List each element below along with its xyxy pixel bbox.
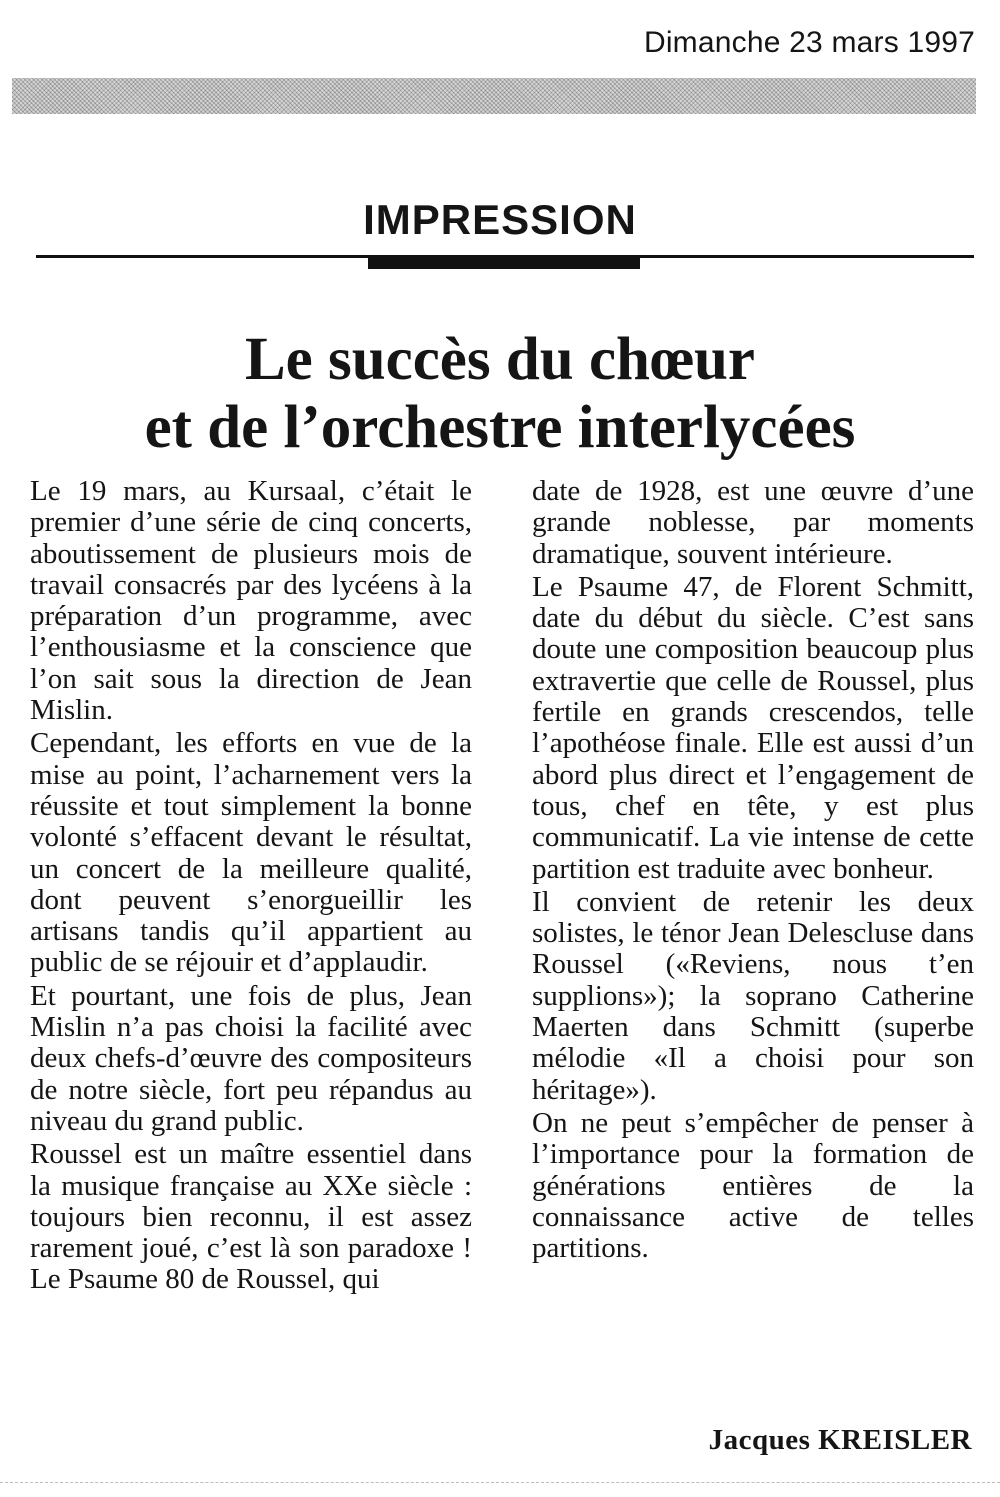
section-rule-tab xyxy=(368,255,640,269)
article-paragraph: Et pourtant, une fois de plus, Jean Mislin n’a pas choisi la facilité avec deux chefs-d’œuvre des compositeurs de notre siècle, fort peu répandus au niveau du grand public. xyxy=(30,979,472,1137)
clipping-bottom-edge xyxy=(0,1482,1000,1484)
article-paragraph: date de 1928, est une œuvre d’une grande noblesse, par moments dramatique, souvent intérieure. xyxy=(532,475,974,570)
headline-line-2: et de l’orchestre interlycées xyxy=(144,394,856,461)
article-column-right xyxy=(532,476,974,1266)
article-paragraph: On ne peut s’empêcher de penser à l’importance pour la formation de générations entières de la connaissance active de telles partitions. xyxy=(532,1106,974,1265)
article-paragraph: Le 19 mars, au Kursaal, c’était le premier d’une série de cinq concerts, aboutissement de plusieurs mois de travail consacrés par des lycéens à la préparation d’un programme, avec l’enthousiasme et la conscience que l’on sait sous la direction de Jean Mislin. xyxy=(30,475,472,727)
publication-date: Dimanche 23 mars 1997 xyxy=(643,26,975,59)
article-paragraph: Cependant, les efforts en vue de la mise au point, l’acharnement vers la réussite et tout simplement la bonne volonté s’effacent devant le résultat, un concert de la meilleure qualité, dont peuvent s’enorgueillir les artisans tandis qu’il appartient au public de se réjouir et d’applaudir. xyxy=(30,727,472,979)
article-signature: Jacques KREISLER xyxy=(708,1424,972,1456)
section-title: IMPRESSION xyxy=(363,196,637,243)
article-headline xyxy=(0,326,1000,462)
headline-line-1: Le succès du chœur xyxy=(244,326,756,393)
article-paragraph: Il convient de retenir les deux solistes, le ténor Jean Delescluse dans Roussel («Reviens, nous t’en supplions»); la soprano Catherine Maerten dans Schmitt (superbe mélodie «Il a choisi pour son héritage»). xyxy=(532,885,974,1106)
article-paragraph: Roussel est un maître essentiel dans la musique française au XXe siècle : toujours bien reconnu, il est assez rarement joué, c’est là son paradoxe ! Le Psaume 80 de Roussel, qui xyxy=(30,1138,472,1296)
article-column-left xyxy=(30,476,472,1298)
header-halftone-band xyxy=(12,78,976,114)
article-paragraph: Le Psaume 47, de Florent Schmitt, date du début du siècle. C’est sans doute une composition beaucoup plus extravertie que celle de Roussel, plus fertile en grands crescendos, telle l’apothéose finale. Elle est aussi d’un abord plus direct et l’engagement de tous, chef en tête, y est plus communicatif. La vie intense de cette partition est traduite avec bonheur. xyxy=(532,570,974,885)
